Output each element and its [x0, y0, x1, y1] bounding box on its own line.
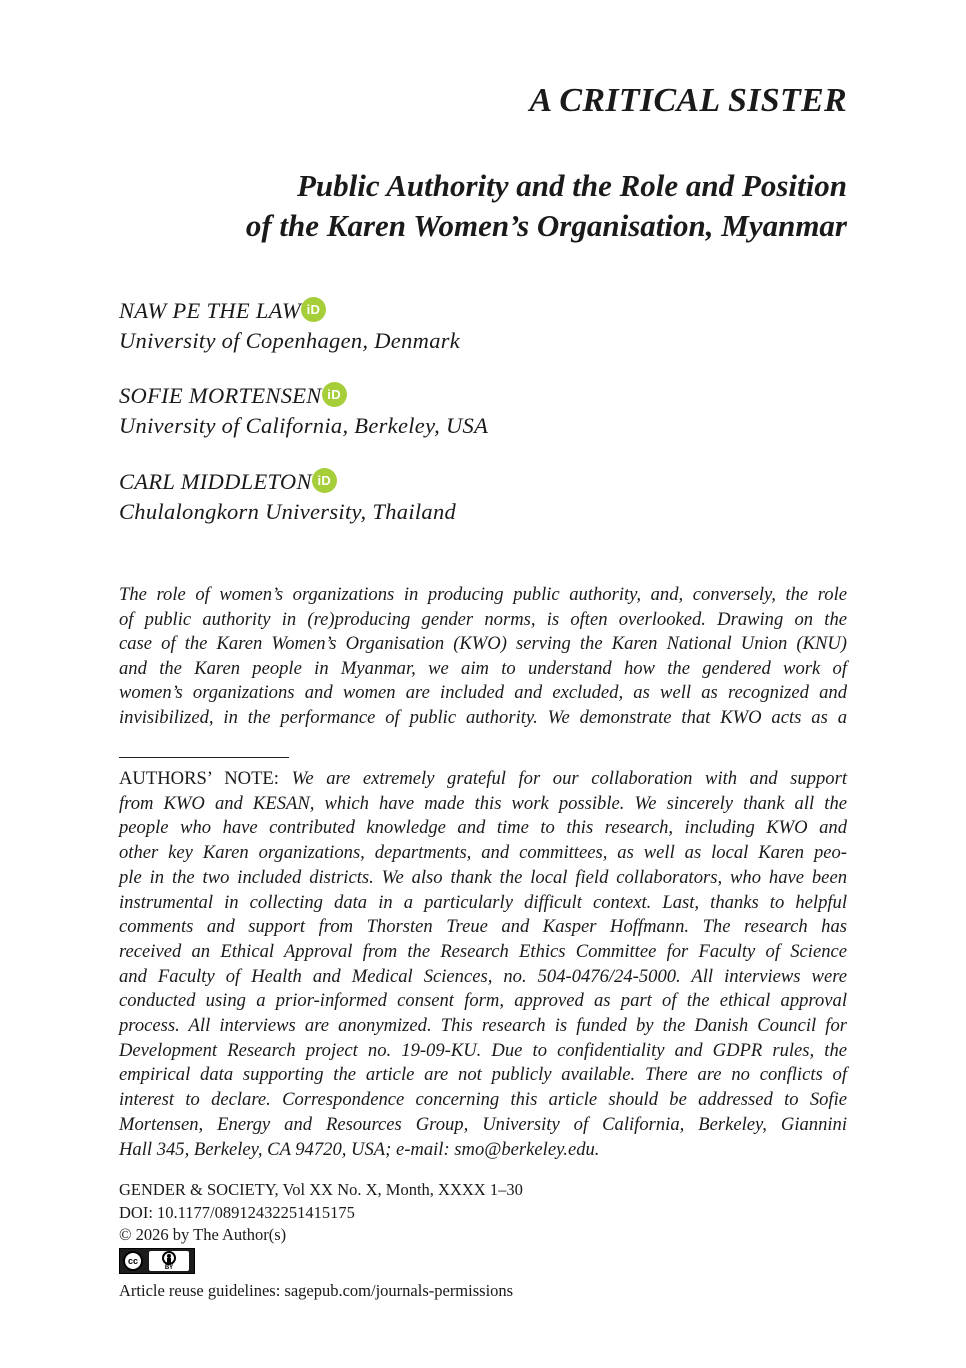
author-block [119, 381, 488, 441]
author-block [119, 296, 460, 356]
note-line: ple in the two included districts. We also thank the local field collaborators, who have been [119, 866, 847, 888]
article-title: A CRITICAL SISTER [529, 82, 847, 119]
authors-note [119, 767, 847, 1162]
note-line [119, 767, 847, 792]
person-icon [162, 1251, 176, 1265]
abstract-line: The role of women’s organizations in producing public authority, and, conversely, the role [119, 584, 847, 605]
abstract-line: invisibilized, in the performance of public authority. We demonstrate that KWO acts as a [119, 706, 847, 728]
note-line: instrumental in collecting data in a particularly difficult context. Last, thanks to helpful [119, 891, 847, 913]
journal-citation: GENDER & SOCIETY, Vol XX No. X, Month, XXXX 1–30 [119, 1180, 523, 1199]
footnote-divider [119, 757, 289, 758]
note-line: empirical data supporting the article are not publicly available. There are no conflicts of [119, 1064, 847, 1086]
author-affiliation: University of Copenhagen, Denmark [119, 328, 461, 353]
abstract-line: women’s organizations and women are included and excluded, as well as recognized and [119, 682, 847, 704]
note-line: from KWO and KESAN, which have made this work possible. We sincerely thank all the [119, 792, 847, 814]
publication-info [119, 1179, 523, 1247]
author-affiliation: University of California, Berkeley, USA [119, 413, 489, 438]
copyright: © 2026 by The Author(s) [119, 1225, 287, 1244]
note-line: comments and support from Thorsten Treue and Kasper Hoffmann. The research has [119, 916, 847, 938]
abstract-line: and the Karen people in Myanmar, we aim to understand how the gendered work of [119, 657, 847, 679]
orcid-icon[interactable]: iD [312, 468, 337, 493]
author-name: SOFIE MORTENSEN [119, 383, 322, 408]
note-line: Development Research project no. 19-09-KU. Due to confidentiality and GDPR rules, the [119, 1039, 847, 1061]
cc-by-license-badge[interactable] [119, 1248, 195, 1274]
author-name: CARL MIDDLETON [119, 469, 312, 494]
note-line: and Faculty of Health and Medical Sciences, no. 504-0476/24-5000. All interviews were [119, 965, 847, 987]
note-line: conducted using a prior-informed consent form, approved as part of the ethical approval [119, 990, 847, 1012]
author-affiliation: Chulalongkorn University, Thailand [119, 499, 457, 524]
orcid-icon[interactable]: iD [301, 297, 326, 322]
note-lead: AUTHORS’ NOTE: [119, 768, 292, 789]
note-text: We are extremely grateful for our collaboration with and support [291, 768, 847, 789]
doi[interactable]: DOI: 10.1177/08912432251415175 [119, 1202, 355, 1222]
note-line: process. All interviews are anonymized. This research is funded by the Danish Council for [119, 1015, 847, 1037]
note-line: Mortensen, Energy and Resources Group, University of California, Berkeley, Giannini [119, 1113, 847, 1135]
subtitle-line-2: of the Karen Women’s Organisation, Myanmar [245, 208, 847, 243]
article-subtitle [87, 166, 847, 246]
abstract-line: case of the Karen Women’s Organisation (KWO) serving the Karen National Union (KNU) [119, 633, 847, 655]
abstract [119, 583, 847, 731]
note-line: received an Ethical Approval from the Research Ethics Committee for Faculty of Science [119, 940, 847, 962]
reuse-guidelines[interactable]: Article reuse guidelines: sagepub.com/journals-permissions [119, 1281, 514, 1300]
note-line: interest to declare. Correspondence concerning this article should be addressed to Sofie [119, 1089, 847, 1111]
by-label: BY [164, 1265, 174, 1271]
abstract-line: of public authority in (re)producing gender norms, is often overlooked. Drawing on the [119, 608, 847, 630]
note-line: other key Karen organizations, departments, and committees, as well as local Karen peo- [119, 842, 847, 864]
author-block [119, 467, 456, 527]
by-attribution-icon [149, 1251, 189, 1271]
note-line: people who have contributed knowledge and time to this research, including KWO and [119, 817, 847, 839]
orcid-icon[interactable]: iD [322, 382, 347, 407]
subtitle-line-1: Public Authority and the Role and Position [296, 168, 847, 203]
note-line: Hall 345, Berkeley, CA 94720, USA; e-mail: smo@berkeley.edu. [119, 1138, 600, 1160]
cc-icon: cc [123, 1251, 143, 1271]
author-name: NAW PE THE LAW [119, 298, 301, 323]
